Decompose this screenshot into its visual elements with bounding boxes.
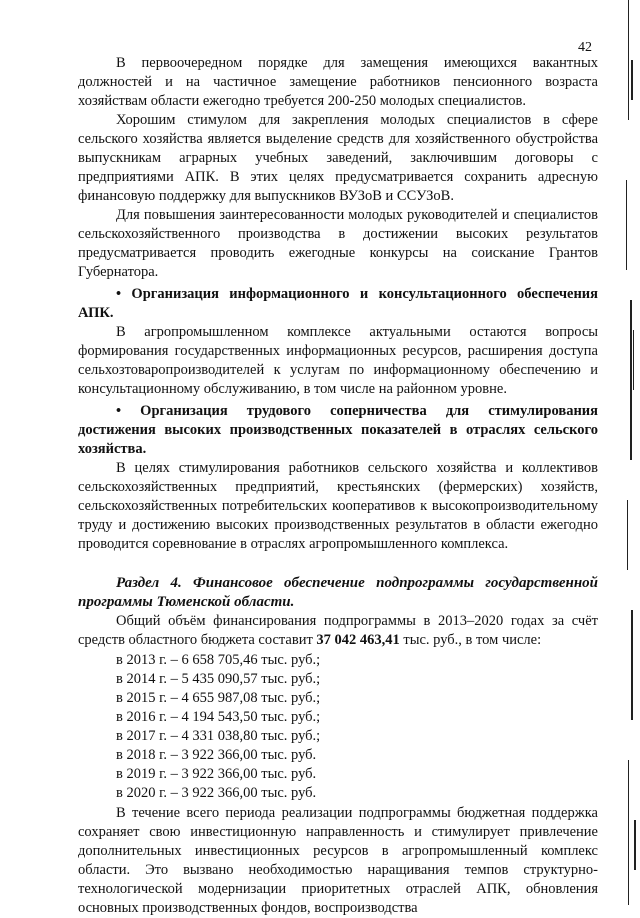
funding-total-amount: 37 042 463,41 [316,632,400,648]
funding-year-item: в 2015 г. – 4 655 987,08 тыс. руб.; [116,690,321,706]
paragraph-budget-support: В течение всего периода реализации подпрограммы бюджетная поддержка сохраняет свою инвестиционную направленность и стимулирует привлечение дополнительных инвестиционных ресурсов в агропромышленный комплекс области. Это вызвано необходимостью наращивания темпов структурно-технологической модернизации приоритетных отраслей АПК, обновления основных производственных фондов, воспроизводства [78,805,598,916]
bullet-heading-info-support: • Организация информационного и консультационного обеспечения АПК. [78,286,598,321]
funding-year-item: в 2019 г. – 3 922 366,00 тыс. руб. [116,766,317,782]
funding-year-item: в 2017 г. – 4 331 038,80 тыс. руб.; [116,728,321,744]
paragraph-grants: Для повышения заинтересованности молодых руководителей и специалистов сельскохозяйственного производства в достижении высоких результатов предусматривается проводить ежегодные конкурсы на соискание Грантов Губернатора. [78,207,598,280]
funding-year-item: в 2018 г. – 3 922 366,00 тыс. руб. [116,747,317,763]
page-number: 42 [578,40,592,55]
scan-edge-artifact [622,0,640,905]
bullet-heading-competition: • Организация трудового соперничества для стимулирования достижения высоких производственных показателей в отраслях сельского хозяйства. [78,403,598,457]
section-heading: Раздел 4. Финансовое обеспечение подпрограммы государственной программы Тюменской области. [78,575,598,610]
paragraph-competition: В целях стимулирования работников сельского хозяйства и коллективов сельскохозяйственных предприятий, крестьянских (фермерских) хозяйств, сельскохозяйственных потребительских кооперативов к высокопроизводительному труду и достижению высоких производственных результатов в области ежегодно проводится соревнование в отраслях агропромышленного комплекса. [78,460,598,552]
funding-year-item: в 2013 г. – 6 658 705,46 тыс. руб.; [116,652,321,668]
funding-year-item: в 2014 г. – 5 435 090,57 тыс. руб.; [116,671,321,687]
funding-by-year-list [78,651,598,803]
funding-year-item: в 2016 г. – 4 194 543,50 тыс. руб.; [116,709,321,725]
funding-year-item: в 2020 г. – 3 922 366,00 тыс. руб. [116,785,317,801]
funding-suffix: тыс. руб., в том числе: [403,632,542,648]
paragraph-incentives: Хорошим стимулом для закрепления молодых специалистов в сфере сельского хозяйства является выделение средств для хозяйственного обустройства выпускникам аграрных учебных заведений, заключившим договоры с предприятиями АПК. В этих целях предусматривается сохранить адресную финансовую поддержку для выпускников ВУЗоВ и ССУЗоВ. [78,112,598,204]
funding-intro: Общий объём финансирования подпрограммы в 2013–2020 годах за счёт средств областного бюджета составит [78,613,598,648]
paragraph-vacancies: В первоочередном порядке для замещения имеющихся вакантных должностей и на частичное замещение работников пенсионного возраста хозяйствам области ежегодно требуется 200-250 молодых специалистов. [78,55,598,109]
page-body [78,54,598,918]
paragraph-funding-total [78,612,598,650]
paragraph-info-resources: В агропромышленном комплексе актуальными остаются вопросы формирования государственных информационных ресурсов, расширения доступа сельхозтоваропроизводителей к услугам по информационному обеспечению и консультационному обслуживанию, в том числе на районном уровне. [78,324,598,397]
